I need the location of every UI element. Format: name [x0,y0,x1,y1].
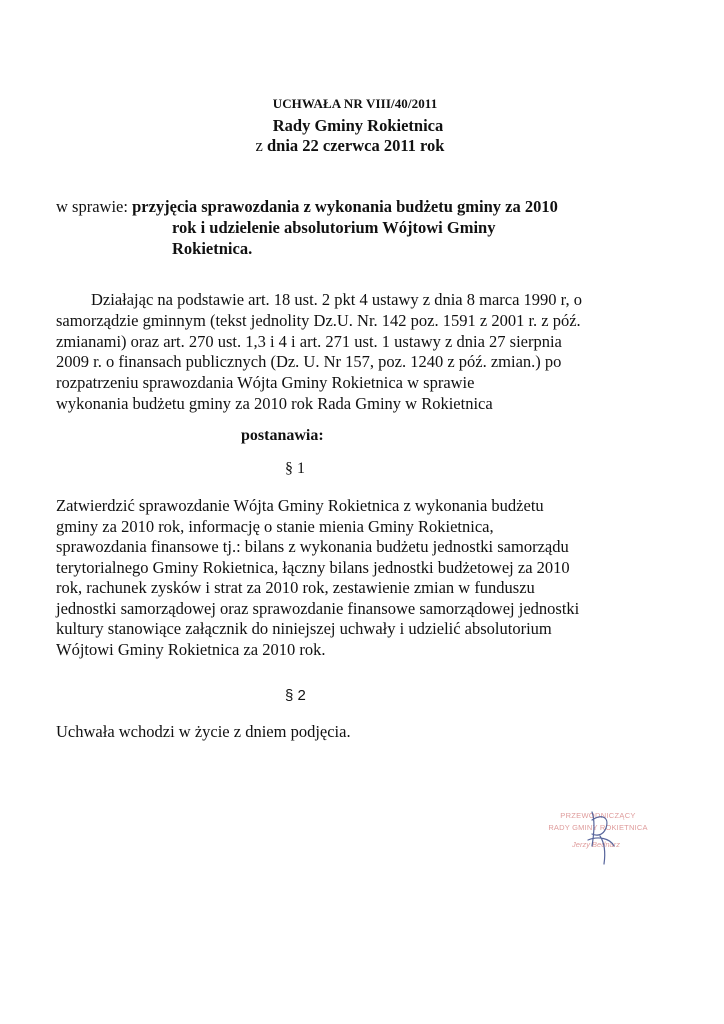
preamble-line: Działając na podstawie art. 18 ust. 2 pkt 4 ustawy z dnia 8 marca 1990 r, o [91,290,582,309]
section-1-text [56,496,636,660]
subject-block [56,196,616,259]
section-2-sign: § 2 [285,687,306,704]
section-1-line: Zatwierdzić sprawozdanie Wójta Gminy Rokietnica z wykonania budżetu [56,496,544,515]
section-2-text: Uchwała wchodzi w życie z dniem podjęcia. [56,722,351,741]
preamble-line: zmianami) oraz art. 270 ust. 1,3 i 4 i art. 271 ust. 1 ustawy z dnia 27 sierpnia [56,331,562,351]
subject-line-1: przyjęcia sprawozdania z wykonania budżetu gminy za 2010 [132,197,558,216]
preamble-paragraph [56,290,616,415]
preamble-line: rozpatrzeniu sprawozdania Wójta Gminy Rokietnica w sprawie [56,373,475,393]
resolution-number: UCHWAŁA NR VIII/40/2011 [272,96,438,111]
preamble-line: wykonania budżetu gminy za 2010 rok Rada Gminy w Rokietnica [56,393,493,413]
date-prefix: z [255,136,267,155]
svg-text:Jerzy Bednarz: Jerzy Bednarz [572,840,620,849]
preamble-line: samorządzie gminnym (tekst jednolity Dz.U. Nr. 142 poz. 1591 z 2001 r. z póź. [56,310,581,330]
decision-heading: postanawia: [241,427,324,444]
svg-text:RADY GMINY ROKIETNICA: RADY GMINY ROKIETNICA [548,823,648,832]
svg-text:PRZEWODNICZĄCY: PRZEWODNICZĄCY [560,811,636,820]
section-1-line: rok, rachunek zysków i strat za 2010 rok, zestawienie zmian w funduszu [56,578,535,597]
section-1-line: Wójtowi Gminy Rokietnica za 2010 rok. [56,639,326,659]
date-text: dnia 22 czerwca 2011 rok [266,136,445,155]
section-1-sign: § 1 [285,460,305,477]
council-name: Rady Gminy Rokietnica [272,116,444,135]
resolution-date [0,136,700,156]
section-1-line: jednostki samorządowej oraz sprawozdanie finansowe samorządowej jednostki [56,598,580,618]
section-1-line: sprawozdania finansowe tj.: bilans z wykonania budżetu jednostki samorządu [56,537,569,556]
section-1-line: gminy za 2010 rok, informację o stanie mienia Gminy Rokietnica, [56,516,494,536]
subject-label: w sprawie: [56,197,133,216]
chairman-stamp-with-signature [548,806,648,868]
section-1-line: terytorialnego Gminy Rokietnica, łączny bilans jednostki budżetowej za 2010 [56,557,570,577]
section-1-line: kultury stanowiące załącznik do niniejszej uchwały i udzielić absolutorium [56,619,552,638]
subject-line-2: rok i udzielenie absolutorium Wójtowi Gminy [172,218,496,237]
preamble-line: 2009 r. o finansach publicznych (Dz. U. Nr 157, poz. 1240 z póź. zmian.) po [56,352,562,372]
subject-line-3: Rokietnica. [172,239,253,258]
